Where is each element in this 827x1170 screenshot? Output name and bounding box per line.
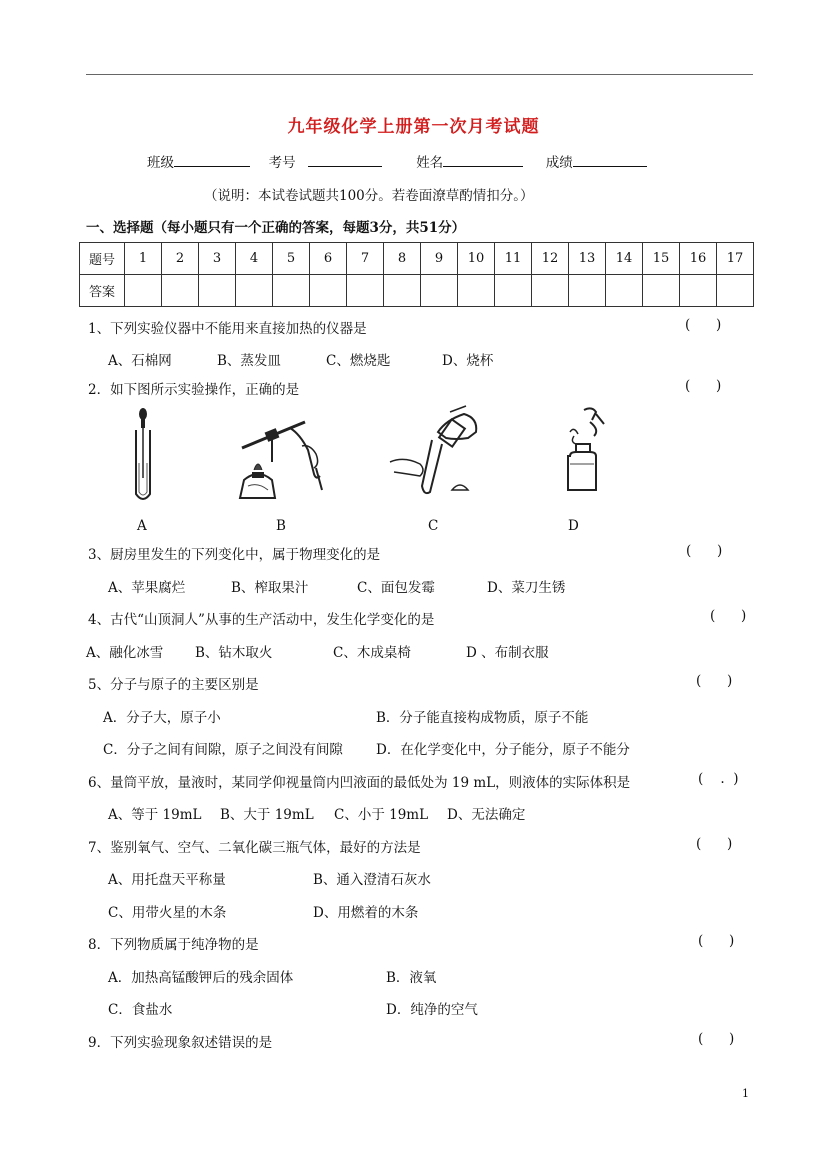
- q3-option-c: C、面包发霉: [357, 580, 435, 596]
- answer-cell[interactable]: [125, 275, 162, 307]
- question-6-stem: 6、量筒平放，量液时，某同学仰视量筒内凹液面的最低处为 19 mL，则液体的实际体积是: [88, 775, 631, 791]
- figure-label-c: C: [428, 518, 439, 534]
- q5-option-c: C．分子之间有间隙，原子之间没有间隙: [103, 742, 343, 758]
- question-1-stem: 1、下列实验仪器中不能用来直接加热的仪器是: [88, 321, 367, 337]
- class-blank[interactable]: [174, 152, 250, 167]
- question-4-stem: 4、古代“山顶洞人”从事的生产活动中，发生化学变化的是: [88, 612, 435, 628]
- exam-note: （说明：本试卷试题共100分。若卷面潦草酌情扣分。）: [204, 188, 534, 204]
- question-number-cell: 3: [199, 243, 236, 275]
- figure-label-d: D: [568, 518, 579, 534]
- question-number-cell: 15: [643, 243, 680, 275]
- q3-option-b: B、榨取果汁: [231, 580, 309, 596]
- q5-option-d: D．在化学变化中，分子能分，原子不能分: [376, 742, 630, 758]
- answer-cell[interactable]: [162, 275, 199, 307]
- q3-option-a: A、苹果腐烂: [108, 580, 186, 596]
- answer-cell[interactable]: [347, 275, 384, 307]
- q8-option-d: D．纯净的空气: [386, 1002, 478, 1018]
- answer-cell[interactable]: [680, 275, 717, 307]
- question-number-cell: 10: [458, 243, 495, 275]
- answer-cell[interactable]: [717, 275, 754, 307]
- answer-cell[interactable]: [643, 275, 680, 307]
- question-3-answer-paren[interactable]: ( ): [686, 543, 723, 559]
- row-label: 题号: [80, 243, 125, 275]
- q4-option-a: A、融化冰雪: [86, 645, 164, 661]
- question-number-cell: 12: [532, 243, 569, 275]
- question-2-stem: 2．如下图所示实验操作，正确的是: [88, 382, 300, 398]
- question-5-answer-paren[interactable]: ( ): [696, 673, 733, 689]
- question-9-stem: 9．下列实验现象叙述错误的是: [88, 1035, 273, 1051]
- question-8-answer-paren[interactable]: ( ): [698, 933, 735, 949]
- figure-label-a: A: [137, 518, 147, 534]
- question-7-stem: 7、鉴别氧气、空气、二氧化碳三瓶气体，最好的方法是: [88, 840, 421, 856]
- q5-option-a: A．分子大，原子小: [103, 710, 221, 726]
- answer-table-number-row: [80, 243, 754, 275]
- answer-cell[interactable]: [273, 275, 310, 307]
- question-number-cell: 6: [310, 243, 347, 275]
- dropper-test-tube-figure: [126, 408, 160, 504]
- q6-option-d: D、无法确定: [447, 807, 526, 823]
- page-title: 九年级化学上册第一次月考试题: [287, 117, 540, 137]
- q8-option-a: A．加热高锰酸钾后的残余固体: [108, 970, 294, 986]
- info-line: [147, 151, 647, 171]
- question-7-answer-paren[interactable]: ( ): [696, 836, 733, 852]
- question-4-answer-paren[interactable]: ( ): [710, 608, 747, 624]
- q6-option-a: A、等于 19mL: [108, 807, 202, 823]
- question-1-answer-paren[interactable]: ( ): [685, 317, 722, 333]
- q7-option-d: D、用燃着的木条: [313, 905, 419, 921]
- answer-cell[interactable]: [236, 275, 273, 307]
- question-9-answer-paren[interactable]: ( ): [698, 1031, 735, 1047]
- question-number-cell: 1: [125, 243, 162, 275]
- q1-option-d: D、烧杯: [442, 353, 494, 369]
- q4-option-d: D 、布制衣服: [466, 645, 549, 661]
- question-number-cell: 8: [384, 243, 421, 275]
- answer-table: [79, 242, 754, 307]
- header-rule: [86, 74, 753, 75]
- question-number-cell: 13: [569, 243, 606, 275]
- q8-option-c: C．食盐水: [108, 1002, 173, 1018]
- score-label: 成绩: [545, 155, 573, 171]
- q7-option-c: C、用带火星的木条: [108, 905, 227, 921]
- name-blank[interactable]: [443, 152, 523, 167]
- answer-table-answer-row: [80, 275, 754, 307]
- answer-cell[interactable]: [384, 275, 421, 307]
- question-number-cell: 16: [680, 243, 717, 275]
- pouring-liquid-figure: [386, 404, 486, 500]
- page-number: 1: [742, 1087, 749, 1100]
- exam-no-label: 考号: [268, 155, 296, 171]
- question-number-cell: 14: [606, 243, 643, 275]
- row-label: 答案: [80, 275, 125, 307]
- q5-option-b: B．分子能直接构成物质，原子不能: [376, 710, 589, 726]
- question-6-answer-paren[interactable]: ( . ): [698, 771, 739, 787]
- q6-option-c: C、小于 19mL: [334, 807, 429, 823]
- answer-cell[interactable]: [421, 275, 458, 307]
- name-label: 姓名: [416, 155, 444, 171]
- answer-cell[interactable]: [310, 275, 347, 307]
- q7-option-b: B、通入澄清石灰水: [313, 872, 431, 888]
- question-number-cell: 11: [495, 243, 532, 275]
- question-number-cell: 2: [162, 243, 199, 275]
- answer-cell[interactable]: [199, 275, 236, 307]
- heating-test-tube-figure: [230, 410, 340, 500]
- q3-option-d: D、菜刀生锈: [487, 580, 566, 596]
- question-5-stem: 5、分子与原子的主要区别是: [88, 677, 259, 693]
- q1-option-c: C、燃烧匙: [326, 353, 391, 369]
- answer-cell[interactable]: [532, 275, 569, 307]
- question-3-stem: 3、厨房里发生的下列变化中，属于物理变化的是: [88, 547, 381, 563]
- question-number-cell: 17: [717, 243, 754, 275]
- question-number-cell: 7: [347, 243, 384, 275]
- question-8-stem: 8．下列物质属于纯净物的是: [88, 937, 259, 953]
- q8-option-b: B．液氧: [386, 970, 437, 986]
- answer-cell[interactable]: [495, 275, 532, 307]
- q1-option-a: A、石棉网: [108, 353, 172, 369]
- q7-option-a: A、用托盘天平称量: [108, 872, 226, 888]
- question-number-cell: 4: [236, 243, 273, 275]
- question-number-cell: 9: [421, 243, 458, 275]
- q4-option-b: B、钻木取火: [195, 645, 273, 661]
- score-blank[interactable]: [573, 152, 647, 167]
- question-number-cell: 5: [273, 243, 310, 275]
- question-2-answer-paren[interactable]: ( ): [685, 378, 722, 394]
- q1-option-b: B、蒸发皿: [217, 353, 281, 369]
- figure-label-b: B: [276, 518, 286, 534]
- exam-no-blank[interactable]: [308, 152, 382, 167]
- answer-cell[interactable]: [569, 275, 606, 307]
- section-heading: 一、选择题（每小题只有一个正确的答案，每题3分，共51分）: [86, 220, 466, 236]
- q4-option-c: C、木成桌椅: [333, 645, 411, 661]
- class-label: 班级: [147, 155, 174, 171]
- answer-cell[interactable]: [606, 275, 643, 307]
- smelling-gas-figure: [556, 406, 622, 496]
- q6-option-b: B、大于 19mL: [220, 807, 314, 823]
- answer-cell[interactable]: [458, 275, 495, 307]
